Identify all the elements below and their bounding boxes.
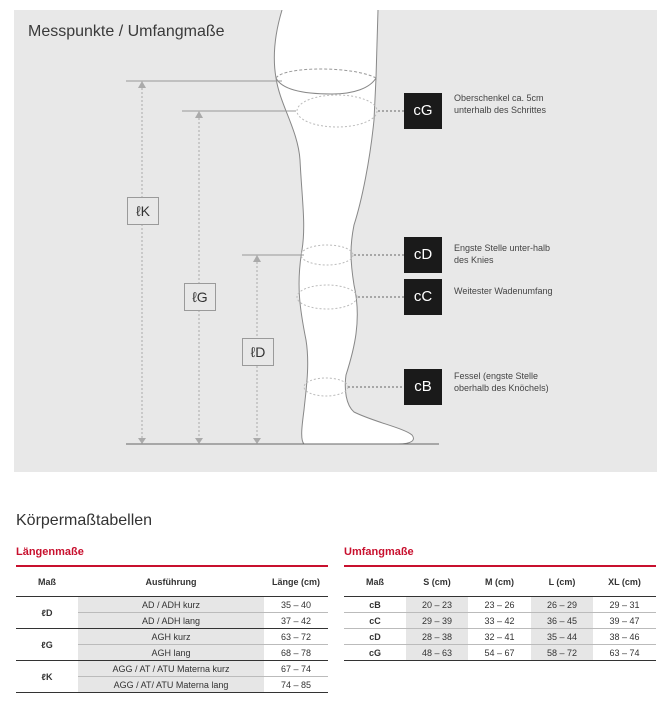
circ-code-cb: cB — [404, 369, 442, 405]
cell-s: 29 – 39 — [406, 613, 468, 629]
cell-variant: AGH kurz — [78, 629, 264, 645]
circ-code-cd: cD — [404, 237, 442, 273]
row-key: cD — [344, 629, 406, 645]
cell-s: 20 – 23 — [406, 597, 468, 613]
measurement-diagram — [14, 10, 657, 472]
col-header: Maß — [344, 568, 406, 597]
row-key: cC — [344, 613, 406, 629]
cell-m: 32 – 41 — [468, 629, 531, 645]
circ-table-rule — [344, 565, 656, 567]
cell-xl: 38 – 46 — [593, 629, 656, 645]
cell-s: 28 – 38 — [406, 629, 468, 645]
length-table-heading: Längenmaße — [16, 546, 84, 558]
cell-l: 58 – 72 — [531, 645, 593, 661]
length-label-lg: ℓG — [184, 283, 216, 311]
length-label-ld: ℓD — [242, 338, 274, 366]
leg-illustration — [14, 10, 657, 472]
cell-m: 33 – 42 — [468, 613, 531, 629]
table-row — [16, 629, 328, 645]
cell-variant: AGG / AT / ATU Materna kurz — [78, 661, 264, 677]
cell-length: 68 – 78 — [264, 645, 328, 661]
row-key: cG — [344, 645, 406, 661]
cell-variant: AD / ADH kurz — [78, 597, 264, 613]
col-header: Ausführung — [78, 568, 264, 597]
row-key: ℓG — [16, 629, 78, 661]
cell-length: 63 – 72 — [264, 629, 328, 645]
circ-desc-cg: Oberschenkel ca. 5cm unterhalb des Schrittes — [454, 93, 547, 115]
col-header: L (cm) — [531, 568, 593, 597]
cell-xl: 63 – 74 — [593, 645, 656, 661]
cell-m: 23 – 26 — [468, 597, 531, 613]
circ-desc-cb: Fessel (engste Stelle oberhalb des Knöchels) — [454, 371, 549, 393]
table-row — [16, 597, 328, 613]
length-table — [16, 568, 328, 693]
col-header: Maß — [16, 568, 78, 597]
cell-length: 74 – 85 — [264, 677, 328, 693]
table-row — [344, 613, 656, 629]
row-key: ℓK — [16, 661, 78, 693]
cell-m: 54 – 67 — [468, 645, 531, 661]
col-header: M (cm) — [468, 568, 531, 597]
circ-desc-cc: Weitester Wadenumfang — [454, 286, 553, 296]
table-row — [344, 629, 656, 645]
cell-s: 48 – 63 — [406, 645, 468, 661]
cell-l: 35 – 44 — [531, 629, 593, 645]
table-row — [344, 597, 656, 613]
row-key: ℓD — [16, 597, 78, 629]
table-row — [16, 661, 328, 677]
length-label-lk: ℓK — [127, 197, 159, 225]
length-table-rule — [16, 565, 328, 567]
col-header: XL (cm) — [593, 568, 656, 597]
cell-l: 36 – 45 — [531, 613, 593, 629]
cell-length: 37 – 42 — [264, 613, 328, 629]
col-header: S (cm) — [406, 568, 468, 597]
diagram-title: Messpunkte / Umfangmaße — [28, 23, 225, 40]
section-title: Körpermaßtabellen — [16, 512, 153, 529]
cell-variant: AGH lang — [78, 645, 264, 661]
cell-xl: 29 – 31 — [593, 597, 656, 613]
row-key: cB — [344, 597, 406, 613]
circ-table-heading: Umfangmaße — [344, 546, 414, 558]
col-header: Länge (cm) — [264, 568, 328, 597]
circ-code-cc: cC — [404, 279, 442, 315]
circ-desc-cd: Engste Stelle unter-halb des Knies — [454, 243, 551, 265]
cell-l: 26 – 29 — [531, 597, 593, 613]
circ-table — [344, 568, 656, 661]
cell-xl: 39 – 47 — [593, 613, 656, 629]
cell-variant: AGG / AT/ ATU Materna lang — [78, 677, 264, 693]
cell-length: 35 – 40 — [264, 597, 328, 613]
cell-length: 67 – 74 — [264, 661, 328, 677]
cell-variant: AD / ADH lang — [78, 613, 264, 629]
circ-code-cg: cG — [404, 93, 442, 129]
table-row — [344, 645, 656, 661]
